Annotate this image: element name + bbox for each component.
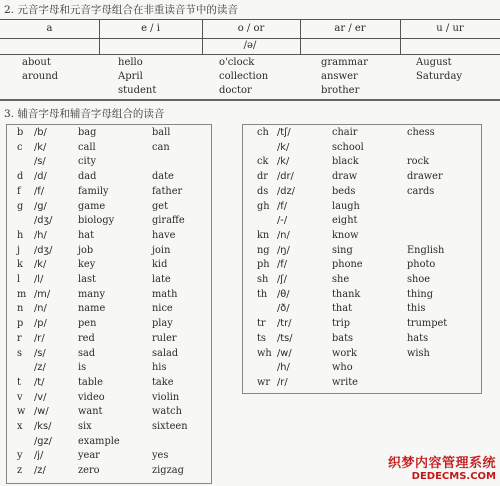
letter: ph: [257, 259, 270, 271]
phoneme: /d/: [34, 171, 47, 183]
example-word: laugh: [332, 200, 360, 212]
example-word: year: [78, 450, 100, 462]
example-word: biology: [78, 215, 115, 227]
phoneme: /l/: [34, 274, 44, 285]
letter: p: [17, 318, 24, 330]
example-word: giraffe: [152, 215, 185, 227]
example-word: work: [332, 347, 357, 359]
example-word: play: [152, 318, 173, 330]
example-word: she: [332, 274, 350, 285]
letter: ch: [257, 127, 269, 138]
word: around: [22, 71, 59, 82]
letter: v: [17, 391, 23, 403]
column-header-a: a: [46, 23, 53, 34]
example-word: rock: [407, 156, 430, 168]
example-word: this: [407, 303, 426, 315]
phoneme: /n/: [277, 229, 290, 241]
example-word: many: [78, 288, 105, 300]
phoneme: /h/: [277, 362, 290, 374]
phoneme: /w/: [34, 406, 49, 418]
phoneme: /n/: [34, 303, 47, 315]
letter: g: [17, 200, 24, 212]
example-word: math: [152, 288, 178, 300]
phoneme: /r/: [34, 332, 45, 344]
word: student: [118, 85, 157, 96]
example-word: who: [332, 362, 353, 374]
example-word: sad: [78, 347, 96, 359]
example-word: have: [152, 229, 176, 241]
phoneme: /m/: [34, 288, 51, 300]
letter: c: [17, 141, 23, 153]
letter: f: [17, 185, 21, 197]
phoneme: /p/: [34, 318, 47, 330]
example-word: last: [78, 274, 96, 285]
phoneme: /s/: [34, 156, 46, 168]
phoneme: /f/: [34, 185, 45, 197]
example-word: ruler: [152, 332, 177, 344]
example-word: yes: [152, 450, 169, 462]
letter: wr: [257, 376, 271, 388]
example-word: dad: [78, 171, 97, 183]
phoneme: /f/: [277, 200, 288, 212]
example-word: draw: [332, 171, 358, 183]
phoneme: /ʃ/: [277, 274, 287, 285]
example-word: sing: [332, 244, 353, 256]
phoneme: /j/: [34, 450, 44, 462]
example-word: sixteen: [152, 421, 188, 432]
example-word: join: [152, 244, 171, 256]
word: August: [416, 57, 452, 68]
example-word: father: [152, 185, 183, 197]
example-word: video: [78, 391, 105, 403]
table-rule: [0, 19, 500, 20]
example-word: call: [78, 141, 96, 153]
letter: ng: [257, 244, 270, 256]
letter: r: [17, 332, 22, 344]
example-word: date: [152, 171, 174, 183]
column-header-uur: u / ur: [436, 23, 464, 34]
example-word: black: [332, 156, 359, 168]
phoneme: /z/: [34, 465, 46, 477]
example-word: table: [78, 376, 103, 388]
example-word: violin: [152, 391, 180, 403]
letter: sh: [257, 274, 269, 285]
example-word: salad: [152, 347, 179, 359]
example-word: chair: [332, 127, 358, 138]
example-word: English: [407, 244, 445, 256]
example-word: game: [78, 200, 106, 212]
phoneme: /k/: [277, 156, 290, 168]
letter: t: [17, 376, 21, 388]
example-word: his: [152, 362, 167, 374]
letter: wh: [257, 347, 272, 359]
word: about: [22, 57, 51, 68]
example-word: phone: [332, 259, 363, 271]
letter: ck: [257, 156, 269, 168]
word: answer: [321, 71, 358, 82]
letter: l: [17, 274, 21, 285]
watermark-line2: DEDECMS.COM: [411, 471, 496, 482]
phoneme: /tʃ/: [277, 127, 291, 138]
example-word: trip: [332, 318, 351, 330]
phoneme: /dr/: [277, 171, 294, 183]
letter: th: [257, 288, 268, 300]
phoneme: /k/: [34, 141, 47, 153]
phoneme: /r/: [277, 376, 288, 388]
phoneme: /ŋ/: [277, 244, 290, 256]
example-word: eight: [332, 215, 358, 227]
example-word: zigzag: [152, 465, 184, 477]
example-word: can: [152, 141, 170, 153]
letter: ts: [257, 332, 266, 344]
phoneme: /dʒ/: [34, 215, 53, 227]
letter: k: [17, 259, 23, 271]
example-word: shoe: [407, 274, 431, 285]
example-word: red: [78, 332, 95, 344]
word: o'clock: [219, 57, 255, 68]
section2-title: 2. 元音字母和元音字母组合在非重读音节中的读音: [4, 4, 238, 16]
phoneme: /z/: [34, 362, 46, 374]
letter: z: [17, 465, 23, 477]
phoneme: /dz/: [277, 185, 295, 197]
example-word: thank: [332, 288, 361, 300]
phoneme: /s/: [34, 347, 46, 359]
letter: d: [17, 171, 24, 183]
letter: m: [17, 288, 27, 300]
letter: kn: [257, 229, 270, 241]
phoneme: /w/: [277, 347, 292, 359]
letter: gh: [257, 200, 270, 212]
example-word: take: [152, 376, 174, 388]
letter: dr: [257, 171, 268, 183]
example-word: key: [78, 259, 96, 271]
example-word: watch: [152, 406, 182, 418]
phoneme: /v/: [34, 391, 47, 403]
example-word: know: [332, 229, 359, 241]
vowel-table: [0, 19, 500, 102]
column-header-arer: ar / er: [334, 23, 366, 34]
word: brother: [321, 85, 360, 96]
example-word: zero: [78, 465, 100, 477]
phoneme: /t/: [34, 376, 45, 388]
example-word: is: [78, 362, 87, 374]
phoneme: /ts/: [277, 332, 293, 344]
example-word: chess: [407, 127, 435, 138]
example-word: name: [78, 303, 106, 315]
example-word: job: [78, 244, 94, 256]
phoneme: /f/: [277, 259, 288, 271]
phoneme: /-/: [277, 215, 288, 227]
example-word: thing: [407, 288, 433, 300]
phoneme: /g/: [34, 200, 47, 212]
word: collection: [219, 71, 269, 82]
watermark: [388, 452, 496, 482]
example-word: hats: [407, 332, 429, 344]
example-word: wish: [407, 347, 430, 359]
letter: y: [17, 450, 23, 462]
phoneme: /ð/: [277, 303, 290, 315]
letter: ds: [257, 185, 269, 197]
phoneme: /h/: [34, 229, 47, 241]
phoneme: /gz/: [34, 435, 52, 447]
example-word: get: [152, 200, 169, 212]
letter: x: [17, 421, 23, 432]
example-word: that: [332, 303, 353, 315]
word: Saturday: [416, 71, 463, 82]
word: April: [118, 71, 143, 82]
letter: tr: [257, 318, 266, 330]
table-rule: [0, 54, 500, 55]
example-word: six: [78, 421, 92, 432]
example-word: family: [78, 185, 109, 197]
example-word: late: [152, 274, 171, 285]
example-word: want: [78, 406, 103, 418]
letter: b: [17, 127, 24, 138]
section3-title: 3. 辅音字母和辅音字母组合的读音: [4, 108, 165, 120]
example-word: photo: [407, 259, 436, 271]
letter: s: [17, 347, 23, 359]
phoneme: /ks/: [34, 421, 52, 432]
table-rule: [0, 38, 500, 39]
example-word: cards: [407, 185, 435, 197]
phoneme: /k/: [277, 141, 290, 153]
example-word: school: [332, 141, 364, 153]
example-word: trumpet: [407, 318, 448, 330]
phoneme: /tr/: [277, 318, 292, 330]
word: doctor: [219, 85, 252, 96]
phoneme: /b/: [34, 127, 47, 138]
phoneme: /k/: [34, 259, 47, 271]
column-header-ei: e / i: [141, 23, 160, 34]
word: grammar: [321, 57, 368, 68]
section-divider: [0, 99, 500, 101]
example-word: write: [332, 376, 358, 388]
word: hello: [118, 57, 143, 68]
example-word: nice: [152, 303, 173, 315]
example-word: city: [78, 156, 97, 168]
letter: h: [17, 229, 24, 241]
example-word: ball: [152, 127, 171, 138]
example-word: pen: [78, 318, 97, 330]
example-word: bats: [332, 332, 354, 344]
schwa-ipa: /ə/: [243, 40, 257, 51]
example-word: hat: [78, 229, 95, 241]
example-word: example: [78, 435, 120, 447]
watermark-line1: 织梦内容管理系统: [387, 456, 496, 471]
letter: w: [17, 406, 26, 418]
phoneme: /dʒ/: [34, 244, 53, 256]
example-word: beds: [332, 185, 356, 197]
letter: j: [17, 244, 21, 256]
letter: n: [17, 303, 24, 315]
example-word: kid: [152, 259, 168, 271]
example-word: bag: [78, 127, 97, 138]
example-word: drawer: [407, 171, 443, 183]
phoneme: /θ/: [277, 288, 290, 300]
column-header-oor: o / or: [237, 23, 265, 34]
